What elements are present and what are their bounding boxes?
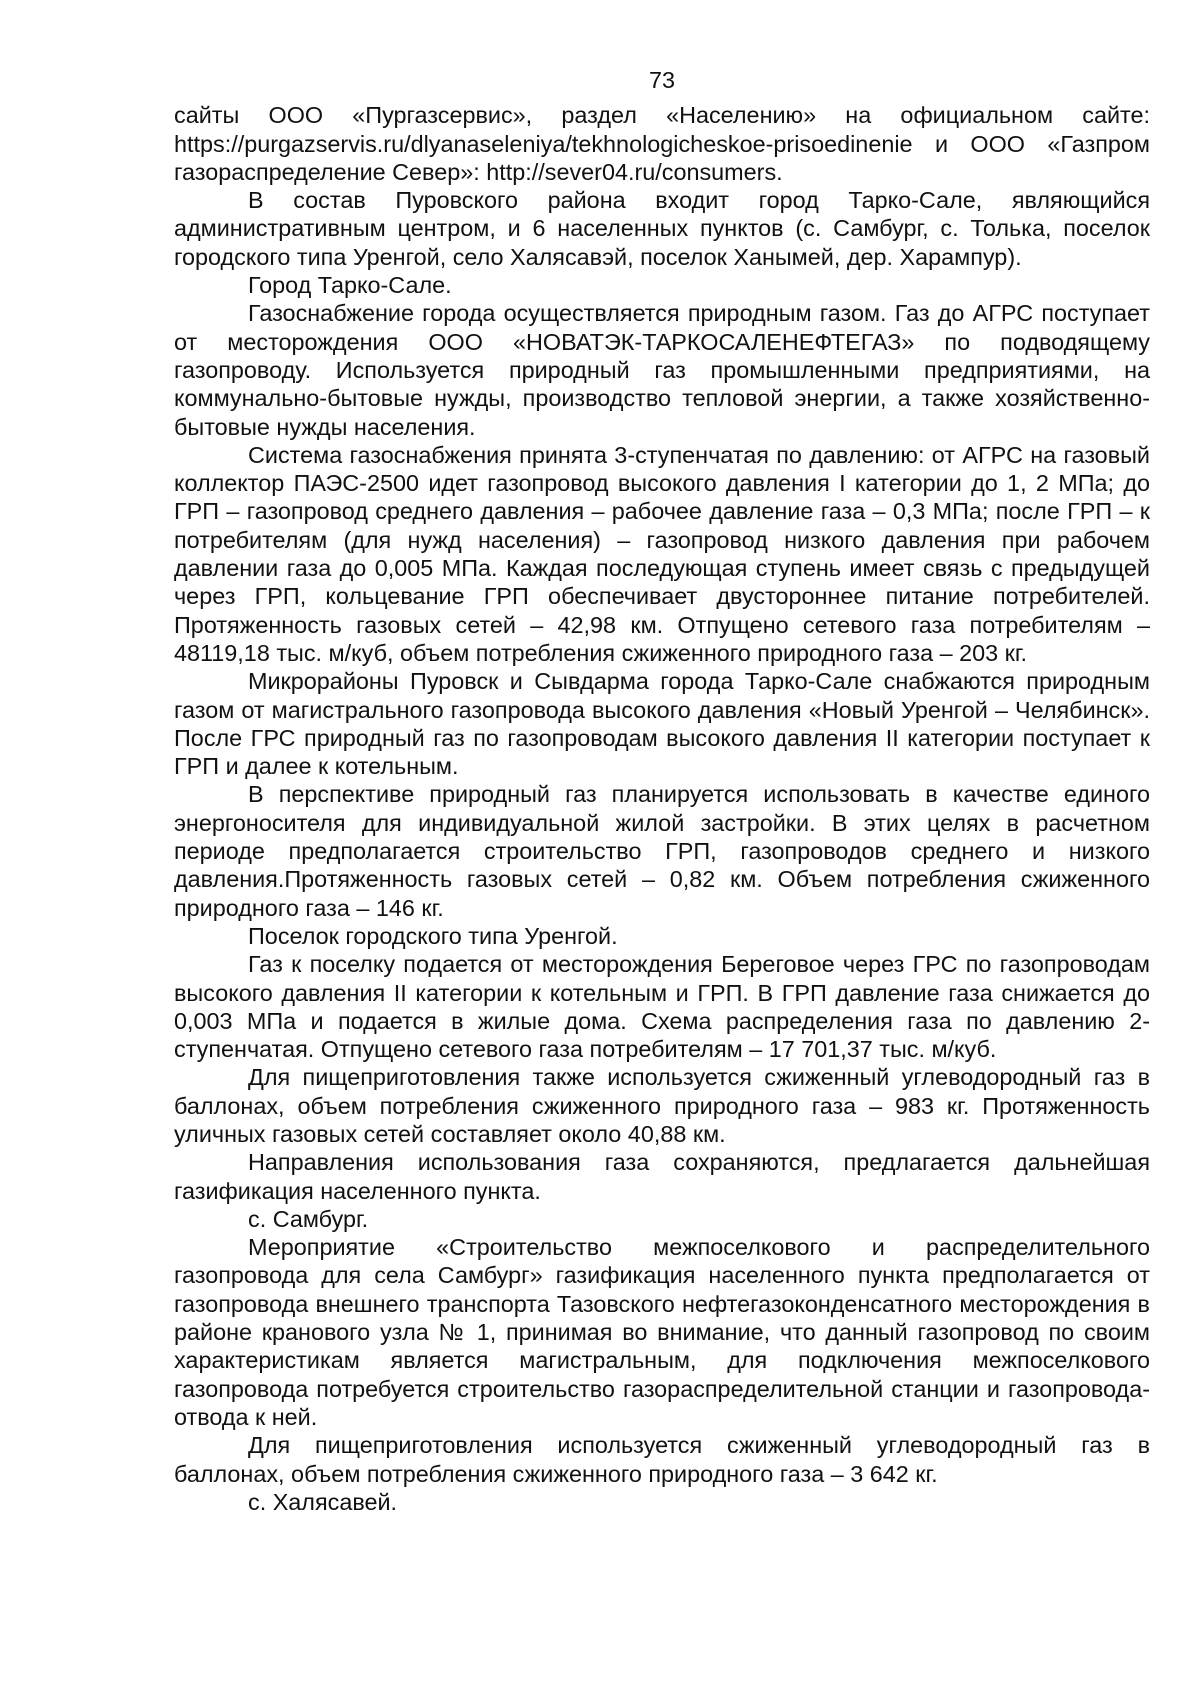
heading-urengoy: Поселок городского типа Уренгой.: [248, 922, 618, 949]
paragraph-gas-supply-system: Система газоснабжения принята 3-ступенчатая по давлению: от АГРС на газовый коллектор ПАЭС-2500 идет газопровод высокого давления I категории до 1, 2 МПа; до ГРП – газопровод среднего давления – рабочее давление газа – 0,3 МПа; после ГРП – к потребителям (для нужд населения) – газопровод низкого давления при рабочем давлении газа до 0,005 МПа. Каждая последующая ступень имеет связь с предыдущей через ГРП, кольцевание ГРП обеспечивает двустороннее питание потребителей. Протяженность газовых сетей – 42,98 км. Отпущено сетевого газа потребителям – 48119,18 тыс. м/куб, объем потребления сжиженного природного газа – 203 кг.: [174, 441, 1150, 666]
document-page: [174, 66, 1150, 1516]
paragraph-urengoy-gas-supply: Газ к поселку подается от месторождения Береговое через ГРС по газопроводам высокого давления II категории к котельным и ГРП. В ГРП давление газа снижается до 0,003 МПа и подается в жилые дома. Схема распределения газа по давлению 2-ступенчатая. Отпущено сетевого газа потребителям – 17 701,37 тыс. м/куб.: [174, 951, 1150, 1063]
page-number: 73: [648, 67, 676, 93]
paragraph-district-composition: В состав Пуровского района входит город Тарко-Сале, являющийся административным центром, и 6 населенных пунктов (с. Самбург, с. Толька, поселок городского типа Уренгой, село Халясавэй, поселок Ханымей, дер. Харампур).: [174, 187, 1150, 270]
heading-khalyasavey: с. Халясавей.: [248, 1488, 398, 1515]
paragraph-tarko-sale-outlook: В перспективе природный газ планируется использовать в качестве единого энергоносителя для индивидуальной жилой застройки. В этих целях в расчетном периоде предполагается строительство ГРП, газопроводов среднего и низкого давления.Протяженность газовых сетей – 0,82 км. Объем потребления сжиженного природного газа – 146 кг.: [174, 781, 1150, 921]
paragraph-samburg-measure: Мероприятие «Строительство межпоселкового и распределительного газопровода для села Самбург» газификация населенного пункта предполагается от газопровода внешнего транспорта Тазовского нефтегазоконденсатного месторождения в районе кранового узла № 1, принимая во внимание, что данный газопровод по своим характеристикам является магистральным, для подключения межпоселкового газопровода потребуется строительство газораспределительной станции и газопровода-отвода к ней.: [174, 1234, 1150, 1430]
paragraph-urengoy-lpg: Для пищеприготовления также используется сжиженный углеводородный газ в баллонах, объем потребления сжиженного природного газа – 983 кг. Протяженность уличных газовых сетей составляет около 40,88 км.: [174, 1064, 1150, 1147]
paragraph-tarko-sale-gas-supply: Газоснабжение города осуществляется природным газом. Газ до АГРС поступает от месторождения ООО «НОВАТЭК-ТАРКОСАЛЕНЕФТЕГАЗ» по подводящему газопроводу. Используется природный газ промышленными предприятиями, на коммунально-бытовые нужды, производство тепловой энергии, а также хозяйственно-бытовые нужды населения.: [174, 300, 1150, 440]
heading-samburg: с. Самбург.: [248, 1205, 369, 1232]
paragraph-gas-websites: сайты ООО «Пургазсервис», раздел «Населению» на официальном сайте: https://purgazservis.ru/dlyanaseleniya/tekhnologicheskoe-prisoedinenie и ООО «Газпром газораспределение Север»: http://sever04.ru/consumers.: [174, 102, 1150, 185]
paragraph-microdistricts: Микрорайоны Пуровск и Сывдарма города Тарко-Сале снабжаются природным газом от магистрального газопровода высокого давления «Новый Уренгой – Челябинск». После ГРС природный газ по газопроводам высокого давления II категории поступает к ГРП и далее к котельным.: [174, 668, 1150, 780]
paragraph-samburg-lpg: Для пищеприготовления используется сжиженный углеводородный газ в баллонах, объем потребления сжиженного природного газа – 3 642 кг.: [174, 1432, 1150, 1487]
paragraph-urengoy-outlook: Направления использования газа сохраняются, предлагается дальнейшая газификация населенного пункта.: [174, 1149, 1150, 1204]
heading-tarko-sale: Город Тарко-Сале.: [248, 272, 452, 299]
